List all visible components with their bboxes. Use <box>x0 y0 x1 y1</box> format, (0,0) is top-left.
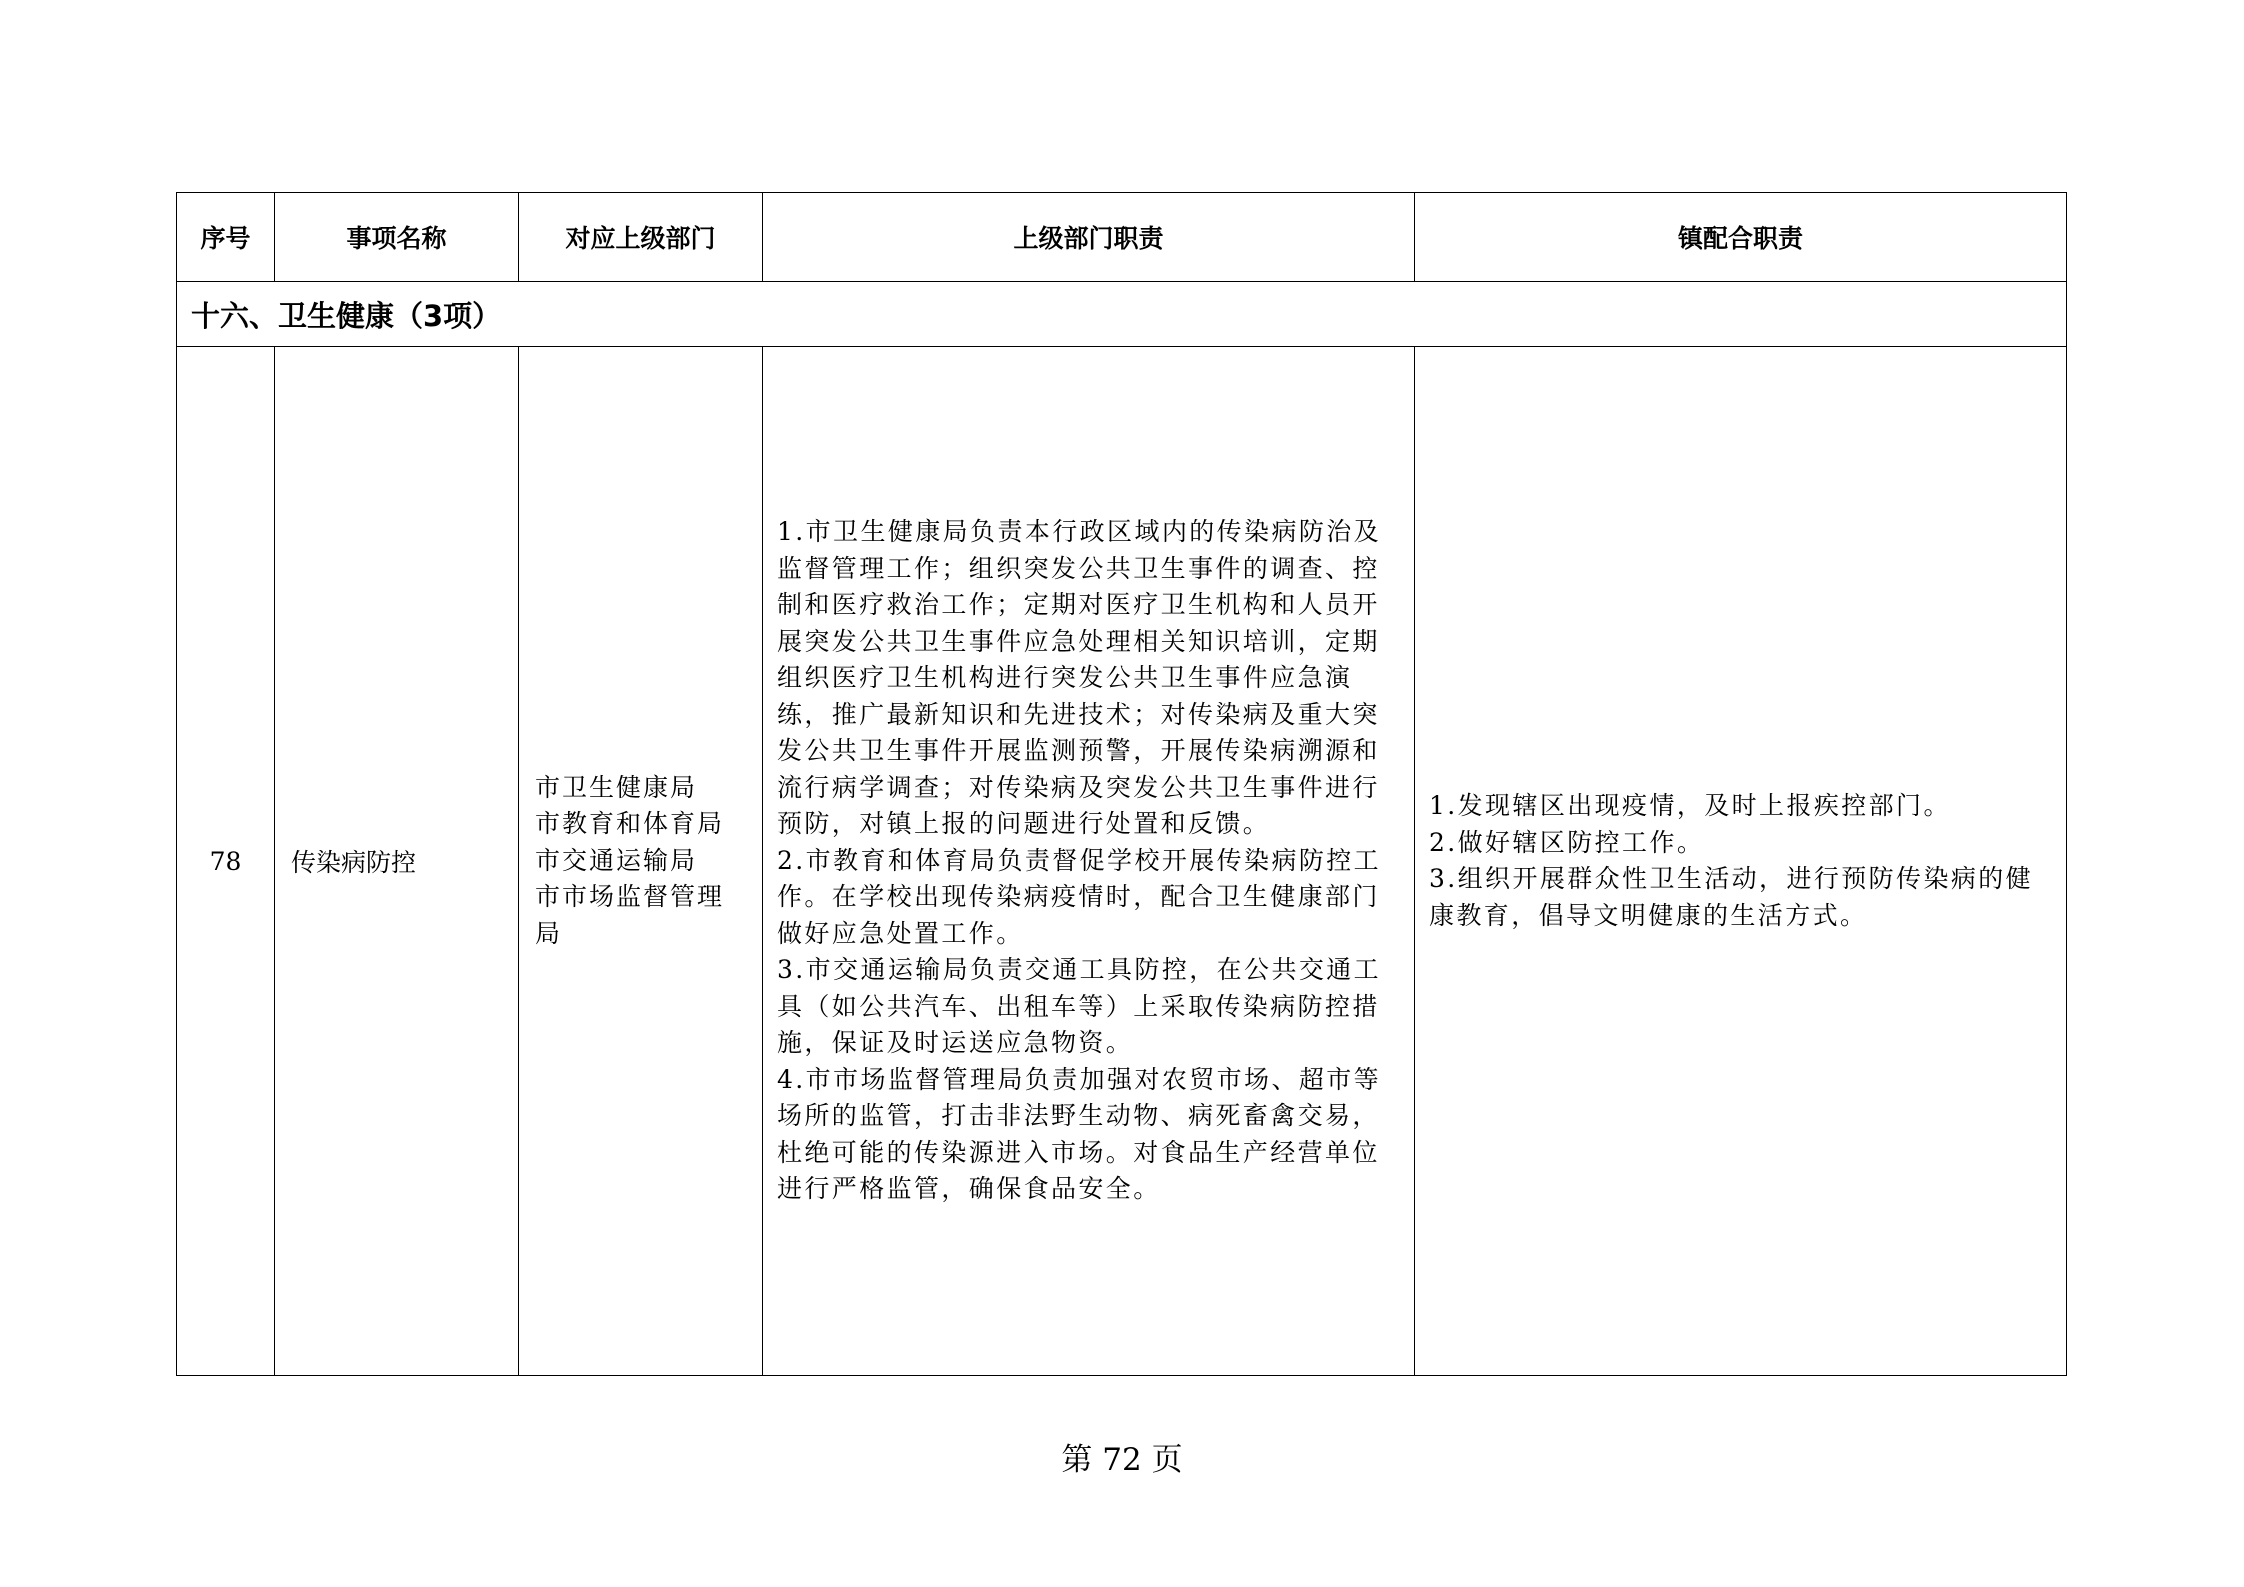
section-title: 十六、卫生健康（3项） <box>177 282 2067 347</box>
duty-line: 制和医疗救治工作；定期对医疗卫生机构和人员开 <box>777 590 1380 620</box>
header-number: 序号 <box>177 193 275 282</box>
duty-line: 3.市交通运输局负责交通工具防控，在公共交通工 <box>777 955 1382 985</box>
duty-line: 杜绝可能的传染源进入市场。对食品生产经营单位 <box>777 1137 1380 1167</box>
item-name: 传染病防控 <box>275 347 519 1376</box>
duty-line: 1.市卫生健康局负责本行政区域内的传染病防治及 <box>777 517 1382 547</box>
header-item-name: 事项名称 <box>275 193 519 282</box>
duty-line: 作。在学校出现传染病疫情时，配合卫生健康部门 <box>777 882 1380 912</box>
duty-line: 发公共卫生事件开展监测预警，开展传染病溯源和 <box>777 736 1380 766</box>
departments-cell <box>519 347 763 1376</box>
department-line: 市教育和体育局 <box>535 809 725 839</box>
section-row <box>177 282 2067 347</box>
town-duty-line: 2.做好辖区防控工作。 <box>1429 827 1705 857</box>
department-line: 市卫生健康局 <box>535 772 698 802</box>
duty-table <box>176 192 2067 1376</box>
header-town-duty: 镇配合职责 <box>1415 193 2067 282</box>
duty-line: 预防，对镇上报的问题进行处置和反馈。 <box>777 809 1271 839</box>
duty-line: 练，推广最新知识和先进技术；对传染病及重大突 <box>777 699 1380 729</box>
duty-line: 展突发公共卫生事件应急处理相关知识培训，定期 <box>777 626 1380 656</box>
department-line: 市交通运输局 <box>535 845 698 875</box>
duty-line: 流行病学调查；对传染病及突发公共卫生事件进行 <box>777 772 1380 802</box>
duty-line: 监督管理工作；组织突发公共卫生事件的调查、控 <box>777 553 1380 583</box>
town-duty-line: 1.发现辖区出现疫情，及时上报疾控部门。 <box>1429 791 1951 820</box>
duty-line: 场所的监管，打击非法野生动物、病死畜禽交易， <box>777 1101 1380 1131</box>
header-superior-duty: 上级部门职责 <box>763 193 1415 282</box>
town-duty-cell <box>1415 347 2067 1376</box>
duty-line: 具（如公共汽车、出租车等）上采取传染病防控措 <box>777 991 1380 1021</box>
department-line: 局 <box>535 918 563 948</box>
table-row <box>177 347 2067 1376</box>
header-row <box>177 193 2067 282</box>
town-duty-line: 康教育，倡导文明健康的生活方式。 <box>1429 900 1868 930</box>
duty-line: 4.市市场监督管理局负责加强对农贸市场、超市等 <box>777 1064 1382 1094</box>
header-superior-department: 对应上级部门 <box>519 193 763 282</box>
duty-line: 2.市教育和体育局负责督促学校开展传染病防控工 <box>777 845 1382 875</box>
duty-line: 进行严格监管，确保食品安全。 <box>777 1174 1161 1204</box>
superior-duty-cell <box>763 347 1415 1376</box>
row-number: 78 <box>177 347 275 1376</box>
duty-line: 组织医疗卫生机构进行突发公共卫生事件应急演 <box>777 663 1353 693</box>
department-line: 市市场监督管理 <box>535 882 725 912</box>
town-duty-line: 3.组织开展群众性卫生活动，进行预防传染病的健 <box>1429 864 2034 893</box>
page-number: 第 72 页 <box>1061 1442 1183 1478</box>
duty-line: 施，保证及时运送应急物资。 <box>777 1028 1134 1058</box>
duty-line: 做好应急处置工作。 <box>777 918 1024 948</box>
